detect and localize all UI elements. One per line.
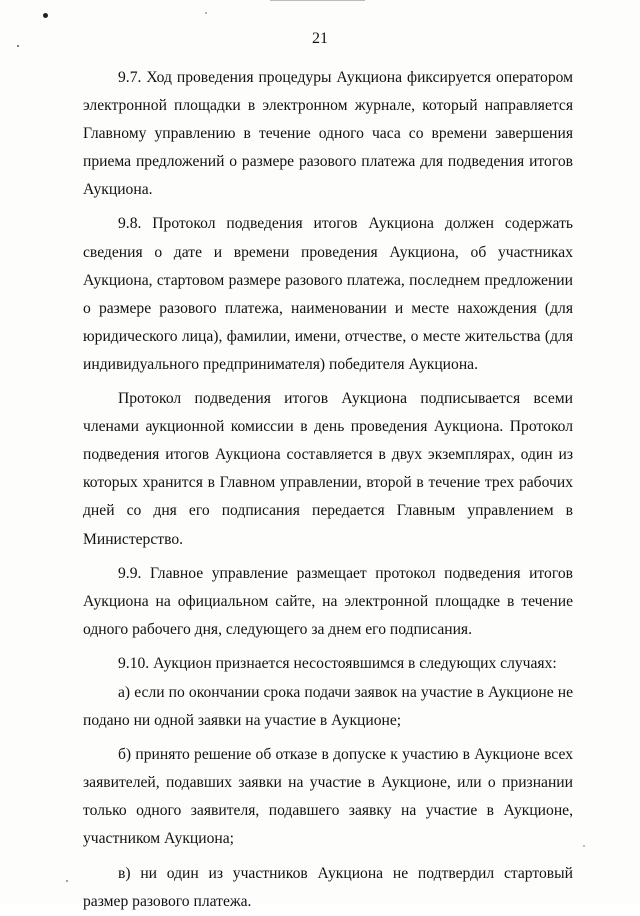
paragraph-9-7: 9.7. Ход проведения процедуры Аукциона фиксируется оператором электронной площадки в электронном журнале, который направляется Главному управлению в течение одного часа со времени завершения приема предложений о размере разового платежа для подведения итогов Аукциона. bbox=[83, 69, 573, 199]
page-number: 21 bbox=[312, 30, 328, 47]
paragraph-9-10: 9.10. Аукцион признается несостоявшимся в следующих случаях: bbox=[118, 654, 557, 672]
list-item-v: в) ни один из участников Аукциона не подтвердил стартовый размер разового платежа. bbox=[83, 864, 573, 910]
scan-edge-mark bbox=[270, 0, 365, 1]
scan-speck bbox=[583, 845, 585, 847]
paragraph-9-9: 9.9. Главное управление размещает протокол подведения итогов Аукциона на официальном сайте, на электронной площадке в течение одного рабочего дня, следующего за днем его подписания. bbox=[83, 564, 573, 638]
paragraph-protocol-signing: Протокол подведения итогов Аукциона подписывается всеми членами аукционной комиссии в день проведения Аукциона. Протокол подведения итогов Аукциона составляется в двух экземплярах, один из которых хранится в Главном управлении, второй в течение трех рабочих дней со дня его подписания передается Главным управлением в Министерство. bbox=[83, 390, 573, 548]
document-body bbox=[83, 64, 573, 916]
scan-speck bbox=[205, 12, 207, 14]
scan-speck bbox=[66, 880, 68, 882]
list-item-a: а) если по окончании срока подачи заявок на участие в Аукционе не подано ни одной заявки на участие в Аукционе; bbox=[83, 683, 573, 730]
list-item-b: б) принято решение об отказе в допуске к участию в Аукционе всех заявителей, подавших заявки на участие в Аукционе, или о признании только одного заявителя, подавшего заявку на участие в Аукционе, участником Аукциона; bbox=[83, 746, 573, 848]
scan-speck bbox=[43, 13, 48, 18]
paragraph-9-8: 9.8. Протокол подведения итогов Аукциона должен содержать сведения о дате и времени проведения Аукциона, об участниках Аукциона, стартовом размере разового платежа, последнем предложении о размере разового платежа, наименовании и месте нахождения (для юридического лица), фамилии, имени, отчестве, о месте жительства (для индивидуального предпринимателя) победителя Аукциона. bbox=[83, 215, 573, 373]
